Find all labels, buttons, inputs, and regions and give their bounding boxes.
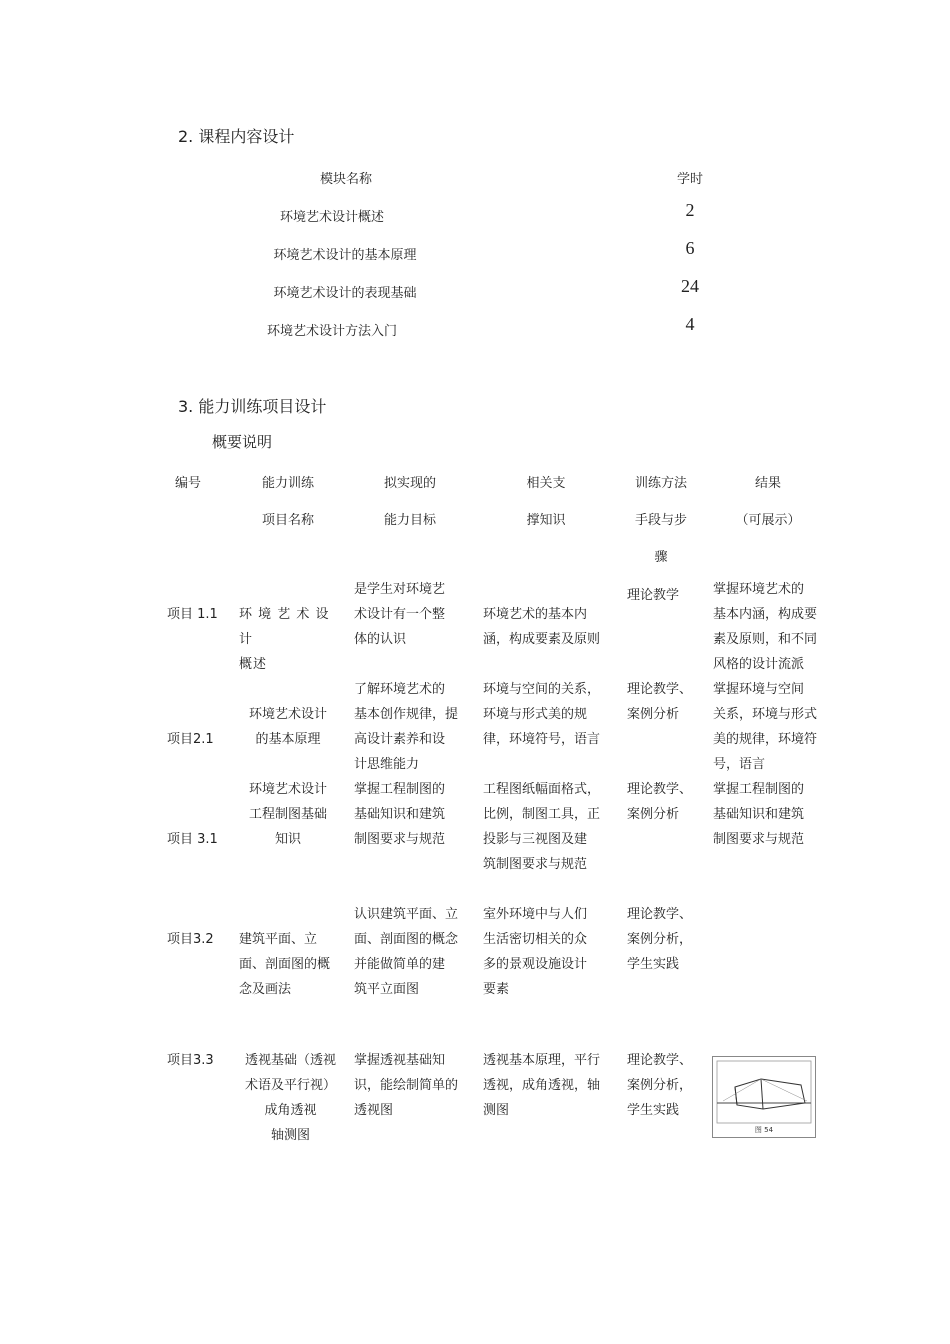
col-hours-header: 学时 <box>676 172 704 187</box>
row-goal: 是学生对环境艺 术设计有一个整 体的认识 <box>354 582 446 647</box>
module-name: 环境艺术设计概述 <box>279 210 385 225</box>
module-hours: 6 <box>685 238 695 258</box>
col-module-header: 模块名称 <box>319 172 373 187</box>
module-hours: 4 <box>685 314 695 334</box>
header-result: 结果 （可展示） <box>735 476 801 528</box>
module-hours: 24 <box>681 276 699 296</box>
row-name: 透视基础（透视 术语及平行视） 成角透视 轴测图 <box>244 1053 336 1143</box>
row-goal: 了解环境艺术的 基本创作规律，提 高设计素养和设 计思维能力 <box>354 682 459 772</box>
row-result: 掌握环境艺术的 基本内涵，构成要 素及原则，和不同 风格的设计流派 <box>713 582 818 672</box>
row-knowledge: 工程图纸幅面格式， 比例，制图工具，正 投影与三视图及建 筑制图要求与规范 <box>483 782 601 872</box>
row-result: 掌握环境与空间 关系，环境与形式 美的规律，环境符 号，语言 <box>713 682 818 772</box>
row-knowledge: 环境与空间的关系， 环境与形式美的规 律，环境符号，语言 <box>483 682 601 747</box>
section3-heading: 3. 能力训练项目设计 <box>178 397 327 416</box>
row-id: 项目3.2 <box>167 932 214 947</box>
row-name: 建筑平面、立 面、剖面图的概 念及画法 <box>239 932 331 997</box>
row-knowledge: 透视基本原理，平行 透视，成角透视，轴 测图 <box>483 1053 601 1118</box>
row-knowledge: 环境艺术的基本内 涵，构成要素及原则 <box>483 607 601 647</box>
row-method: 理论教学、 案例分析 <box>627 782 693 822</box>
module-name: 环境艺术设计的表现基础 <box>273 286 417 301</box>
perspective-figure <box>712 1056 816 1138</box>
row-result: 掌握工程制图的 基础知识和建筑 制图要求与规范 <box>713 782 805 847</box>
row-id: 项目2.1 <box>167 732 214 747</box>
row-goal: 认识建筑平面、立 面、剖面图的概念 并能做简单的建 筑平立面图 <box>354 907 459 997</box>
module-name: 环境艺术设计的基本原理 <box>273 248 417 263</box>
header-id: 编号 <box>174 476 201 491</box>
row-name: 环境艺术设计 工程制图基础 知识 <box>248 782 327 847</box>
row-name: 环 境 艺 术 设 计 概述 <box>239 607 330 672</box>
row-id: 项目3.3 <box>167 1053 214 1068</box>
header-goal: 拟实现的 能力目标 <box>383 476 436 528</box>
section2-heading: 2. 课程内容设计 <box>178 127 295 146</box>
header-name: 能力训练 项目名称 <box>261 476 314 528</box>
row-goal: 掌握透视基础知 识，能绘制简单的 透视图 <box>354 1053 459 1118</box>
module-name: 环境艺术设计方法入门 <box>266 324 398 339</box>
row-method: 理论教学 <box>627 588 680 603</box>
row-method: 理论教学、 案例分析， 学生实践 <box>627 907 693 972</box>
module-hours: 2 <box>685 200 695 220</box>
row-method: 理论教学、 案例分析， 学生实践 <box>627 1053 693 1118</box>
row-name: 环境艺术设计 的基本原理 <box>248 707 327 747</box>
figure-caption: 图 54 <box>754 1126 774 1134</box>
section3-subheading: 概要说明 <box>212 433 273 451</box>
row-knowledge: 室外环境中与人们 生活密切相关的众 多的景观设施设计 要素 <box>483 907 588 997</box>
row-id: 项目 3.1 <box>167 832 218 847</box>
row-goal: 掌握工程制图的 基础知识和建筑 制图要求与规范 <box>354 782 446 847</box>
row-id: 项目 1.1 <box>167 607 218 622</box>
header-knowledge: 相关支 撑知识 <box>526 476 566 528</box>
header-method: 训练方法 手段与步 骤 <box>634 476 687 565</box>
row-method: 理论教学、 案例分析 <box>627 682 693 722</box>
